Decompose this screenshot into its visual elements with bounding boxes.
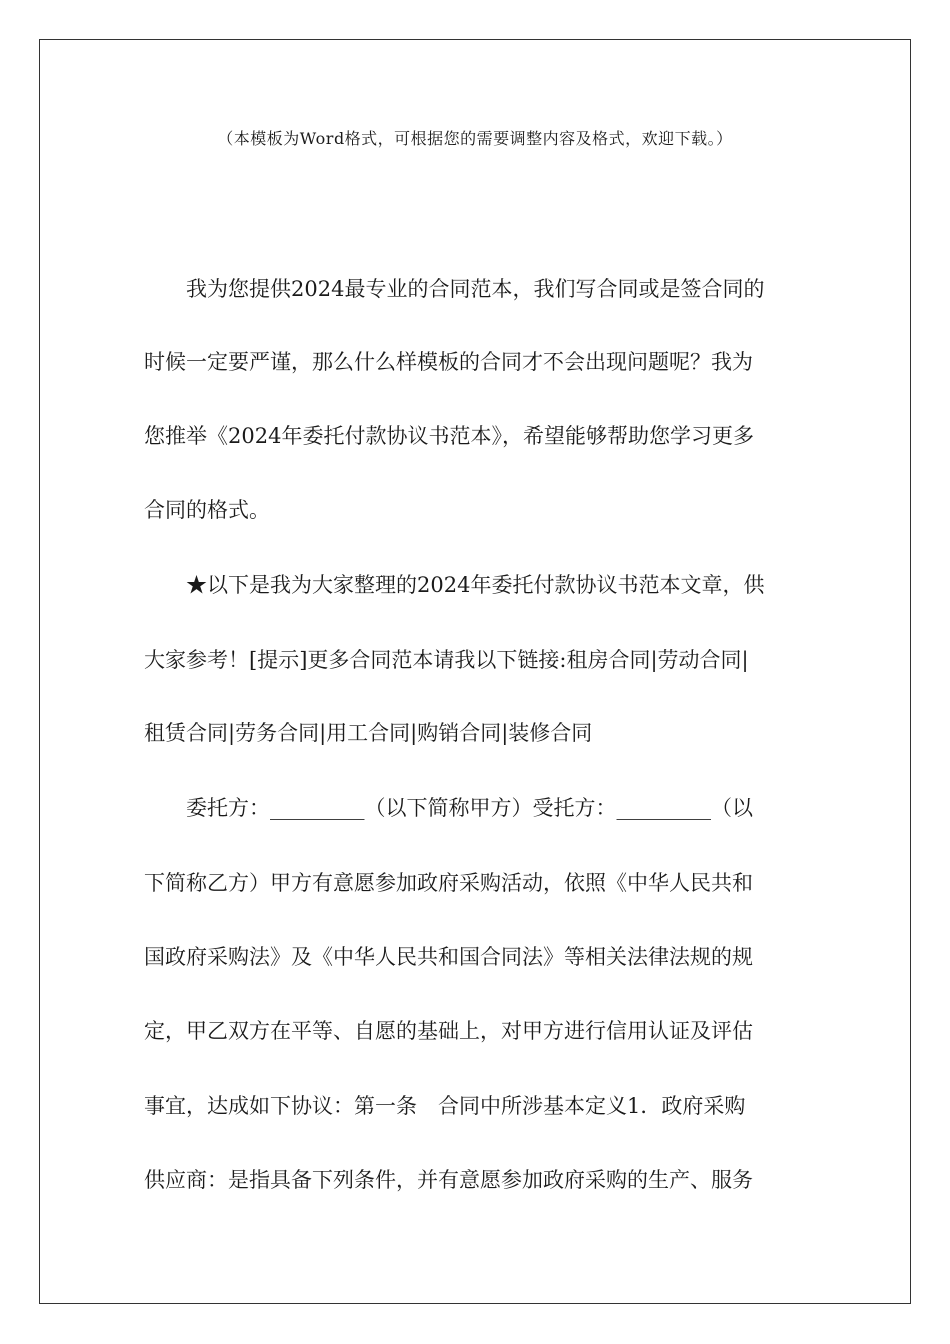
body-line: 委托方：_________（以下简称甲方）受托方：_________（以 xyxy=(144,796,753,820)
body-line: 大家参考！[提示]更多合同范本请我以下链接:租房合同|劳动合同| xyxy=(144,648,749,672)
body-line: 事宜，达成如下协议：第一条 合同中所涉基本定义1．政府采购 xyxy=(144,1094,746,1118)
body-line: 租赁合同|劳务合同|用工合同|购销合同|装修合同 xyxy=(144,721,593,745)
body-line: 时候一定要严谨，那么什么样模板的合同才不会出现问题呢？我为 xyxy=(144,350,753,374)
body-line: 下简称乙方）甲方有意愿参加政府采购活动，依照《中华人民共和 xyxy=(144,871,753,895)
body-line: 供应商：是指具备下列条件，并有意愿参加政府采购的生产、服务 xyxy=(144,1168,753,1192)
body-line: 我为您提供2024最专业的合同范本，我们写合同或是签合同的 xyxy=(144,277,765,301)
body-line: 您推举《2024年委托付款协议书范本》，希望能够帮助您学习更多 xyxy=(144,424,754,448)
body-line: 合同的格式。 xyxy=(144,498,270,522)
template-format-note: （本模板为Word格式，可根据您的需要调整内容及格式，欢迎下载。） xyxy=(217,129,733,148)
body-line: ★以下是我为大家整理的2024年委托付款协议书范本文章，供 xyxy=(144,573,765,597)
body-line: 定，甲乙双方在平等、自愿的基础上，对甲方进行信用认证及评估 xyxy=(144,1019,753,1043)
body-line: 国政府采购法》及《中华人民共和国合同法》等相关法律法规的规 xyxy=(144,945,753,969)
